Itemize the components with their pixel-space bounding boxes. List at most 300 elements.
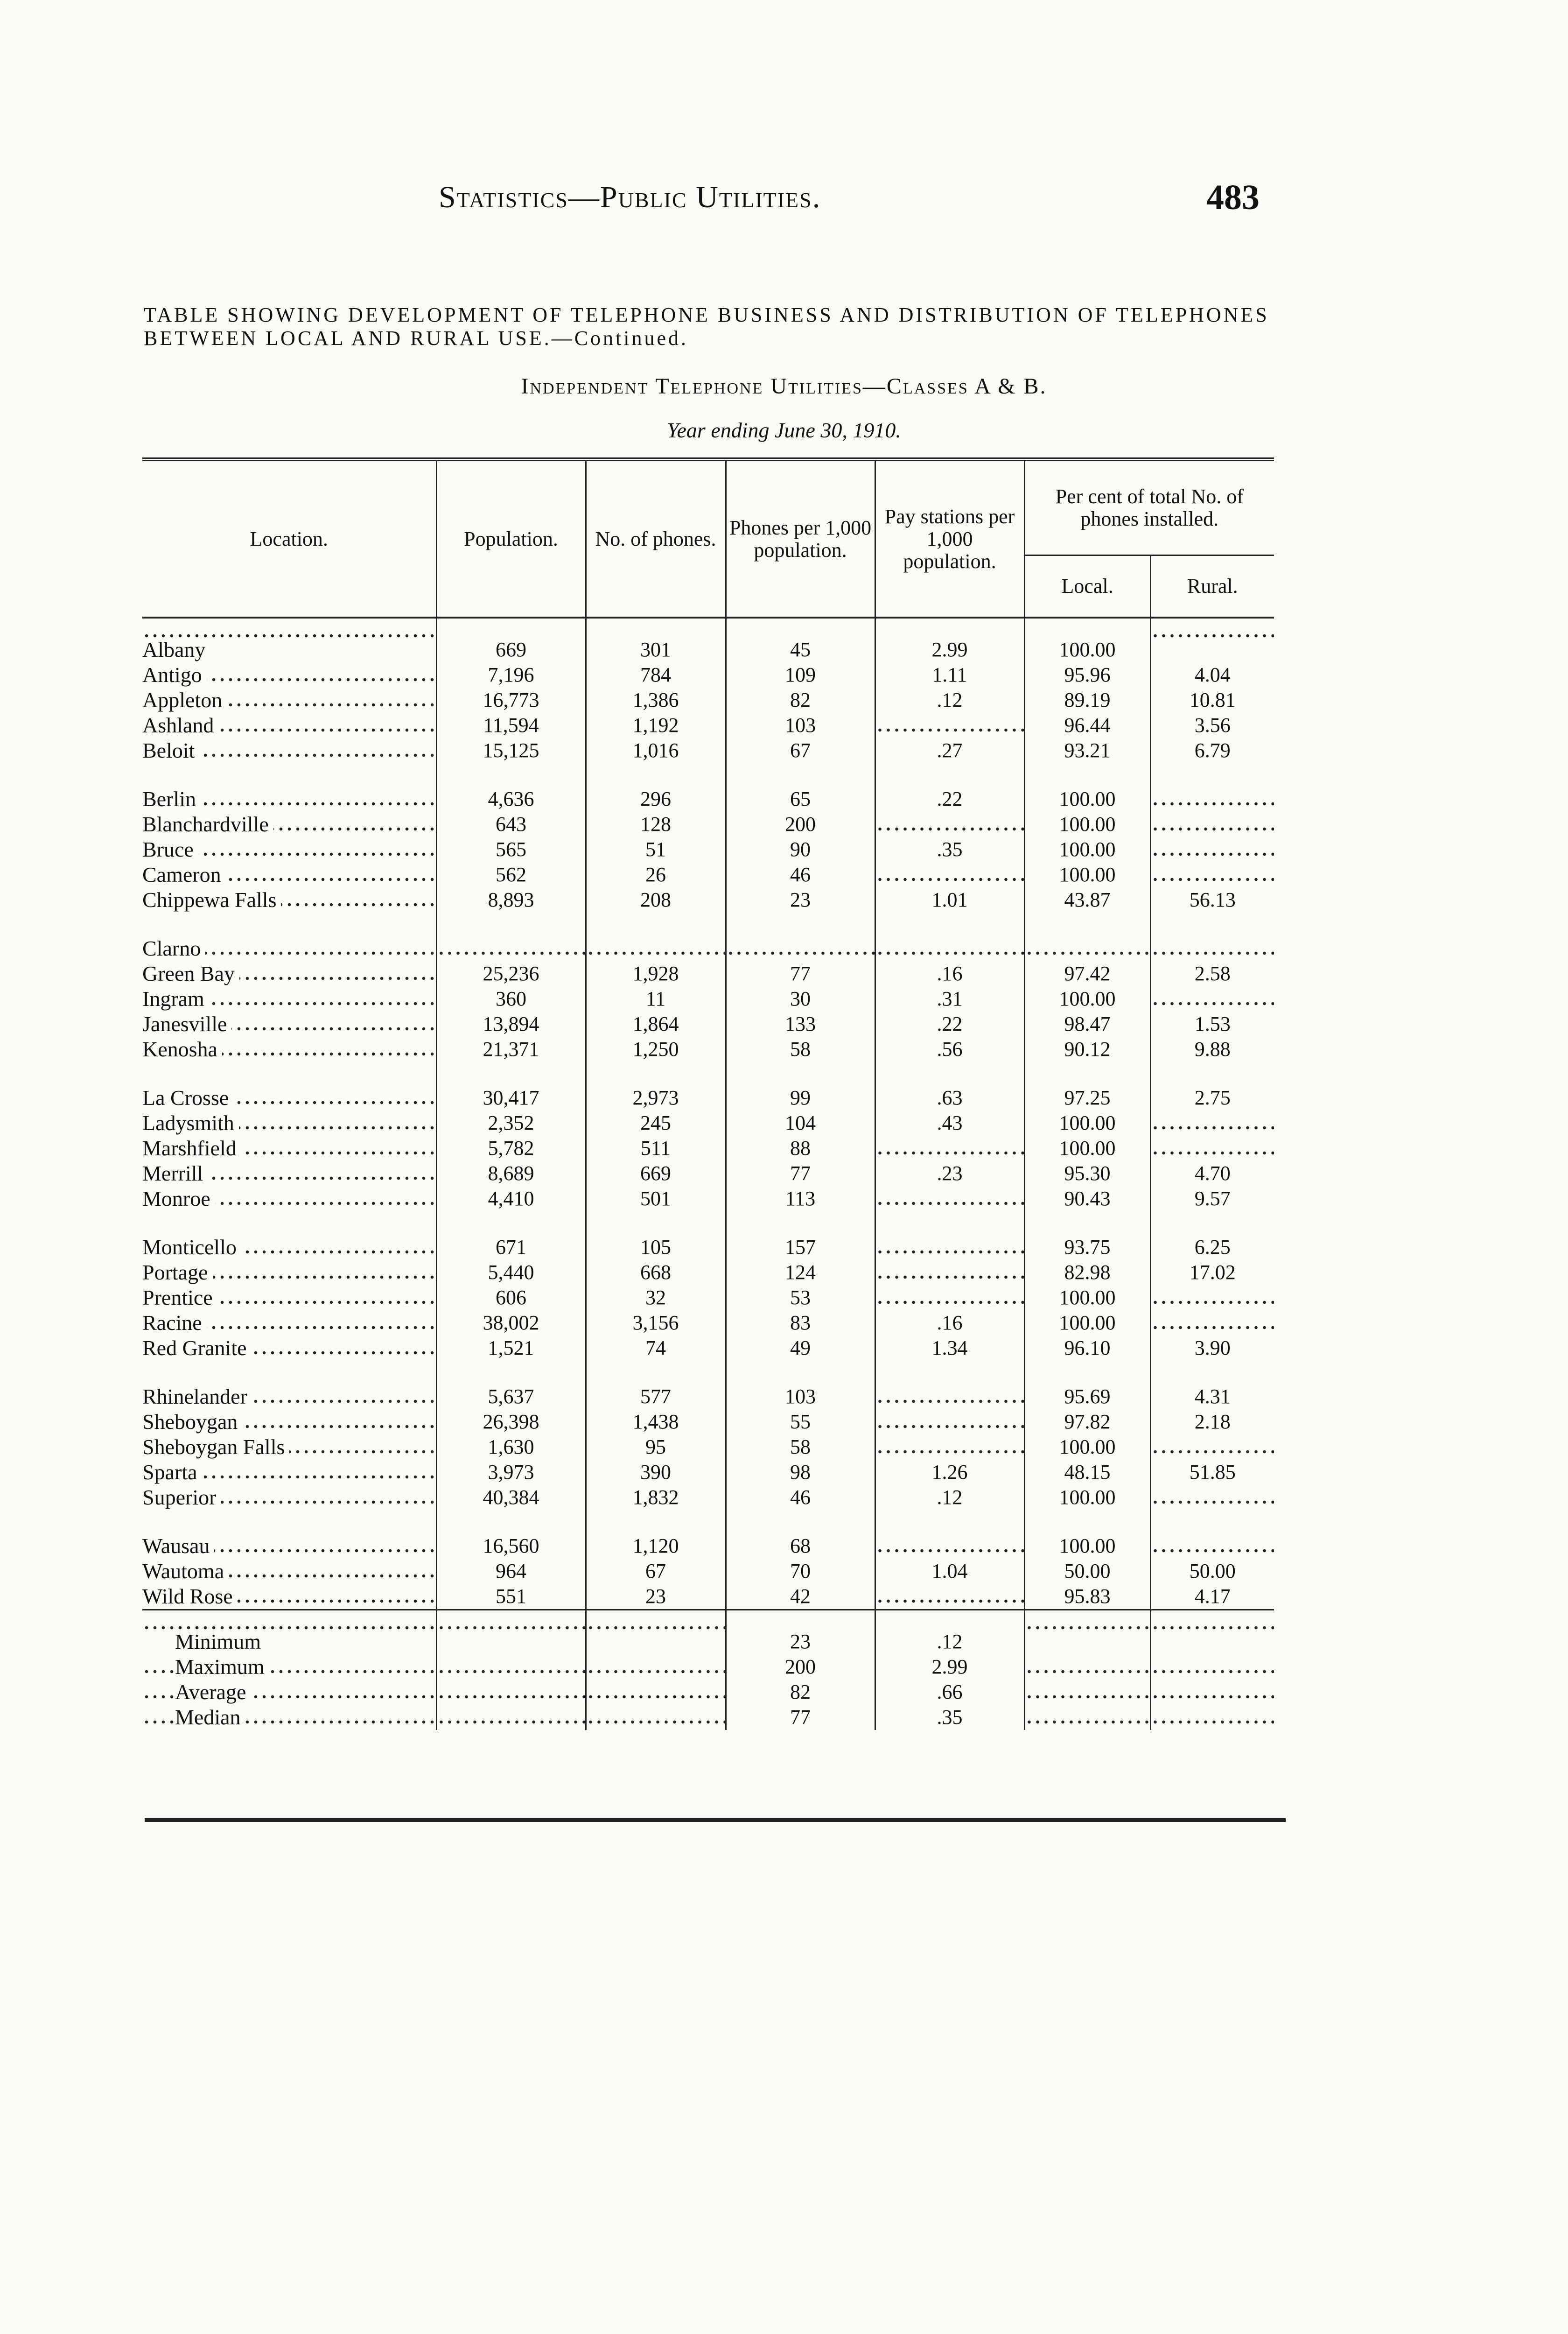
rural-percent-cell: 3.56 xyxy=(1150,713,1274,738)
rural-percent-cell xyxy=(1150,1310,1274,1336)
location-cell xyxy=(142,1186,436,1211)
phones-cell xyxy=(586,1705,726,1730)
population-cell xyxy=(436,1654,586,1680)
per-1000-cell: 45 xyxy=(726,618,875,662)
pay-stations-cell: .43 xyxy=(875,1111,1024,1136)
per-1000-cell: 200 xyxy=(726,812,875,837)
header-phones-per-1000: Phones per 1,000 population. xyxy=(726,459,875,618)
phones-cell: 1,120 xyxy=(586,1533,726,1559)
location-name: Ashland xyxy=(142,713,218,737)
location-name: Appleton xyxy=(142,688,227,712)
per-1000-cell: 55 xyxy=(726,1409,875,1434)
location-cell xyxy=(142,887,436,913)
population-cell: 26,398 xyxy=(436,1409,586,1434)
summary-label: Average xyxy=(175,1680,251,1704)
local-percent-cell: 89.19 xyxy=(1024,688,1150,713)
location-cell xyxy=(142,713,436,738)
pay-stations-cell: .35 xyxy=(875,1705,1024,1730)
location-name: Ingram xyxy=(142,987,209,1011)
local-percent-cell: 95.83 xyxy=(1024,1584,1150,1610)
table-row xyxy=(142,936,1274,961)
rural-percent-cell xyxy=(1150,618,1274,662)
table-row xyxy=(142,787,1274,812)
location-cell xyxy=(142,1136,436,1161)
pay-stations-cell: 1.04 xyxy=(875,1559,1024,1584)
per-1000-cell: 83 xyxy=(726,1310,875,1336)
table-row xyxy=(142,1285,1274,1310)
phones-cell: 208 xyxy=(586,887,726,913)
rural-percent-cell: 56.13 xyxy=(1150,887,1274,913)
rural-percent-cell: 6.25 xyxy=(1150,1235,1274,1260)
local-percent-cell: 100.00 xyxy=(1024,1434,1150,1460)
location-name: Chippewa Falls xyxy=(142,888,281,912)
pay-stations-cell: .35 xyxy=(875,837,1024,862)
phones-cell: 1,864 xyxy=(586,1012,726,1037)
location-cell xyxy=(142,1235,436,1260)
pay-stations-cell xyxy=(875,1186,1024,1211)
summary-row xyxy=(142,1654,1274,1680)
location-name: Beloit xyxy=(142,738,199,762)
rural-percent-cell xyxy=(1150,837,1274,862)
summary-label: Minimum xyxy=(175,1630,266,1653)
year-line: Year ending June 30, 1910. xyxy=(667,418,901,442)
local-percent-cell: 96.44 xyxy=(1024,713,1150,738)
phones-cell: 105 xyxy=(586,1235,726,1260)
pay-stations-cell: .12 xyxy=(875,1610,1024,1655)
population-cell xyxy=(436,1680,586,1705)
local-percent-cell: 93.21 xyxy=(1024,738,1150,763)
phones-cell: 668 xyxy=(586,1260,726,1285)
location-cell xyxy=(142,1012,436,1037)
population-cell: 8,689 xyxy=(436,1161,586,1186)
rural-percent-cell xyxy=(1150,1136,1274,1161)
per-1000-cell: 98 xyxy=(726,1460,875,1485)
phones-cell: 2,973 xyxy=(586,1085,726,1111)
table-row xyxy=(142,1037,1274,1062)
phones-cell: 67 xyxy=(586,1559,726,1584)
per-1000-cell: 77 xyxy=(726,961,875,986)
header-local: Local. xyxy=(1024,555,1150,618)
location-name: Sheboygan Falls xyxy=(142,1435,289,1459)
page-number: 483 xyxy=(1206,178,1260,217)
table-row xyxy=(142,862,1274,887)
per-1000-cell: 23 xyxy=(726,887,875,913)
pay-stations-cell xyxy=(875,862,1024,887)
local-percent-cell: 100.00 xyxy=(1024,787,1150,812)
pay-stations-cell xyxy=(875,1260,1024,1285)
population-cell: 5,782 xyxy=(436,1136,586,1161)
rural-percent-cell xyxy=(1150,1111,1274,1136)
table-row xyxy=(142,961,1274,986)
population-cell: 4,636 xyxy=(436,787,586,812)
table-row xyxy=(142,1409,1274,1434)
local-percent-cell: 43.87 xyxy=(1024,887,1150,913)
table-subtitle: Independent Telephone Utilities—Classes A & B. xyxy=(521,374,1047,399)
phones-cell: 390 xyxy=(586,1460,726,1485)
rural-percent-cell xyxy=(1150,862,1274,887)
summary-label-cell xyxy=(142,1705,436,1730)
table-row xyxy=(142,1584,1274,1610)
population-cell: 3,973 xyxy=(436,1460,586,1485)
per-1000-cell: 70 xyxy=(726,1559,875,1584)
per-1000-cell: 104 xyxy=(726,1111,875,1136)
per-1000-cell: 82 xyxy=(726,1680,875,1705)
location-name: Rhinelander xyxy=(142,1385,252,1408)
table-row xyxy=(142,1460,1274,1485)
per-1000-cell: 77 xyxy=(726,1705,875,1730)
table-row xyxy=(142,1485,1274,1510)
pay-stations-cell xyxy=(875,1533,1024,1559)
per-1000-cell: 58 xyxy=(726,1037,875,1062)
table-row xyxy=(142,713,1274,738)
per-1000-cell: 99 xyxy=(726,1085,875,1111)
phones-cell: 669 xyxy=(586,1161,726,1186)
phones-cell: 1,832 xyxy=(586,1485,726,1510)
rural-percent-cell xyxy=(1150,1485,1274,1510)
phones-cell xyxy=(586,1610,726,1655)
local-percent-cell: 98.47 xyxy=(1024,1012,1150,1037)
location-cell xyxy=(142,1460,436,1485)
phones-cell: 501 xyxy=(586,1186,726,1211)
rural-percent-cell: 4.70 xyxy=(1150,1161,1274,1186)
rural-percent-cell: 51.85 xyxy=(1150,1460,1274,1485)
header-location: Location. xyxy=(250,527,328,550)
pay-stations-cell: .27 xyxy=(875,738,1024,763)
rural-percent-cell xyxy=(1150,1680,1274,1705)
table-row xyxy=(142,1533,1274,1559)
location-name: Cameron xyxy=(142,863,226,886)
pay-stations-cell: 1.26 xyxy=(875,1460,1024,1485)
population-cell: 2,352 xyxy=(436,1111,586,1136)
pay-stations-cell xyxy=(875,713,1024,738)
per-1000-cell: 124 xyxy=(726,1260,875,1285)
location-name: Kenosha xyxy=(142,1037,222,1061)
location-name: Superior xyxy=(142,1485,221,1509)
per-1000-cell: 103 xyxy=(726,1384,875,1409)
rural-percent-cell: 17.02 xyxy=(1150,1260,1274,1285)
local-percent-cell xyxy=(1024,936,1150,961)
table-row xyxy=(142,1186,1274,1211)
per-1000-cell: 68 xyxy=(726,1533,875,1559)
local-percent-cell: 48.15 xyxy=(1024,1460,1150,1485)
population-cell: 5,637 xyxy=(436,1384,586,1409)
summary-row xyxy=(142,1705,1274,1730)
location-cell xyxy=(142,1161,436,1186)
location-name: Portage xyxy=(142,1260,213,1284)
running-head: Statistics—Public Utilities. xyxy=(439,180,821,214)
population-cell: 30,417 xyxy=(436,1085,586,1111)
location-name: Wausau xyxy=(142,1534,214,1558)
per-1000-cell: 90 xyxy=(726,837,875,862)
local-percent-cell: 100.00 xyxy=(1024,812,1150,837)
population-cell: 16,773 xyxy=(436,688,586,713)
location-cell xyxy=(142,1260,436,1285)
rural-percent-cell: 4.31 xyxy=(1150,1384,1274,1409)
pay-stations-cell xyxy=(875,1235,1024,1260)
table-row xyxy=(142,618,1274,662)
population-cell: 964 xyxy=(436,1559,586,1584)
location-cell xyxy=(142,1111,436,1136)
pay-stations-cell xyxy=(875,1434,1024,1460)
rural-percent-cell: 4.17 xyxy=(1150,1584,1274,1610)
table-row xyxy=(142,887,1274,913)
pay-stations-cell xyxy=(875,1285,1024,1310)
phones-cell xyxy=(586,1680,726,1705)
pay-stations-cell: .16 xyxy=(875,1310,1024,1336)
rural-percent-cell: 2.75 xyxy=(1150,1085,1274,1111)
local-percent-cell: 100.00 xyxy=(1024,986,1150,1012)
location-name: Marshfield xyxy=(142,1136,241,1160)
pay-stations-cell: 1.34 xyxy=(875,1336,1024,1361)
summary-row xyxy=(142,1610,1274,1655)
phones-cell: 784 xyxy=(586,662,726,688)
table-row xyxy=(142,1111,1274,1136)
phones-cell: 26 xyxy=(586,862,726,887)
local-percent-cell: 90.43 xyxy=(1024,1186,1150,1211)
pay-stations-cell: .22 xyxy=(875,1012,1024,1037)
location-cell xyxy=(142,1485,436,1510)
per-1000-cell: 103 xyxy=(726,713,875,738)
rural-percent-cell: 3.90 xyxy=(1150,1336,1274,1361)
table-row xyxy=(142,1310,1274,1336)
population-cell: 360 xyxy=(436,986,586,1012)
location-cell xyxy=(142,1285,436,1310)
local-percent-cell: 100.00 xyxy=(1024,618,1150,662)
local-percent-cell: 97.42 xyxy=(1024,961,1150,986)
local-percent-cell: 97.25 xyxy=(1024,1085,1150,1111)
phones-cell xyxy=(586,1654,726,1680)
per-1000-cell: 53 xyxy=(726,1285,875,1310)
table-row xyxy=(142,986,1274,1012)
phones-cell: 74 xyxy=(586,1336,726,1361)
per-1000-cell: 67 xyxy=(726,738,875,763)
phones-cell: 128 xyxy=(586,812,726,837)
population-cell xyxy=(436,936,586,961)
population-cell: 562 xyxy=(436,862,586,887)
rural-percent-cell xyxy=(1150,1434,1274,1460)
per-1000-cell: 58 xyxy=(726,1434,875,1460)
header-percent-total: Per cent of total No. of phones installed. xyxy=(1024,459,1274,555)
table-row xyxy=(142,1434,1274,1460)
rural-percent-cell xyxy=(1150,812,1274,837)
phones-cell: 296 xyxy=(586,787,726,812)
phones-cell: 32 xyxy=(586,1285,726,1310)
local-percent-cell: 93.75 xyxy=(1024,1235,1150,1260)
phones-cell: 245 xyxy=(586,1111,726,1136)
rural-percent-cell xyxy=(1150,1654,1274,1680)
table-row xyxy=(142,662,1274,688)
per-1000-cell: 46 xyxy=(726,1485,875,1510)
population-cell: 4,410 xyxy=(436,1186,586,1211)
per-1000-cell: 88 xyxy=(726,1136,875,1161)
pay-stations-cell: .63 xyxy=(875,1085,1024,1111)
pay-stations-cell xyxy=(875,936,1024,961)
pay-stations-cell: .22 xyxy=(875,787,1024,812)
rural-percent-cell: 10.81 xyxy=(1150,688,1274,713)
location-cell xyxy=(142,961,436,986)
location-name: Red Granite xyxy=(142,1336,252,1360)
table-header xyxy=(142,459,1274,618)
table-row xyxy=(142,1012,1274,1037)
location-cell xyxy=(142,837,436,862)
location-cell xyxy=(142,1559,436,1584)
population-cell: 643 xyxy=(436,812,586,837)
header-pay-stations: Pay stations per 1,000 population. xyxy=(875,459,1024,618)
local-percent-cell: 82.98 xyxy=(1024,1260,1150,1285)
location-name: Wild Rose xyxy=(142,1584,238,1608)
location-name: Albany xyxy=(142,638,210,661)
per-1000-cell: 113 xyxy=(726,1186,875,1211)
per-1000-cell: 65 xyxy=(726,787,875,812)
location-cell xyxy=(142,1310,436,1336)
location-name: Sparta xyxy=(142,1460,202,1484)
local-percent-cell xyxy=(1024,1610,1150,1655)
table-row xyxy=(142,1384,1274,1409)
table-row xyxy=(142,837,1274,862)
table-body xyxy=(142,618,1274,1610)
pay-stations-cell: 2.99 xyxy=(875,618,1024,662)
phones-cell: 3,156 xyxy=(586,1310,726,1336)
pay-stations-cell: 2.99 xyxy=(875,1654,1024,1680)
pay-stations-cell: .56 xyxy=(875,1037,1024,1062)
location-cell xyxy=(142,986,436,1012)
location-name: La Crosse xyxy=(142,1086,233,1110)
table-row xyxy=(142,1559,1274,1584)
phones-cell: 1,250 xyxy=(586,1037,726,1062)
local-percent-cell: 95.30 xyxy=(1024,1161,1150,1186)
population-cell: 13,894 xyxy=(436,1012,586,1037)
per-1000-cell: 82 xyxy=(726,688,875,713)
population-cell: 16,560 xyxy=(436,1533,586,1559)
location-name: Green Bay xyxy=(142,962,239,985)
table-row xyxy=(142,1136,1274,1161)
summary-row xyxy=(142,1680,1274,1705)
summary-label-cell xyxy=(142,1680,436,1705)
location-cell xyxy=(142,862,436,887)
location-cell xyxy=(142,1584,436,1610)
summary-label-cell xyxy=(142,1610,436,1655)
location-name: Clarno xyxy=(142,936,205,960)
location-cell xyxy=(142,1037,436,1062)
location-cell xyxy=(142,1336,436,1361)
pay-stations-cell: .31 xyxy=(875,986,1024,1012)
pay-stations-cell: .23 xyxy=(875,1161,1024,1186)
group-spacer xyxy=(142,1510,1274,1533)
summary-label-cell xyxy=(142,1654,436,1680)
phones-cell: 1,386 xyxy=(586,688,726,713)
local-percent-cell: 96.10 xyxy=(1024,1336,1150,1361)
group-spacer xyxy=(142,1211,1274,1235)
location-cell xyxy=(142,1409,436,1434)
location-name: Prentice xyxy=(142,1286,217,1309)
per-1000-cell: 77 xyxy=(726,1161,875,1186)
location-cell xyxy=(142,1085,436,1111)
local-percent-cell: 95.69 xyxy=(1024,1384,1150,1409)
local-percent-cell: 100.00 xyxy=(1024,1485,1150,1510)
per-1000-cell: 46 xyxy=(726,862,875,887)
population-cell: 40,384 xyxy=(436,1485,586,1510)
group-spacer xyxy=(142,913,1274,936)
location-name: Janesville xyxy=(142,1012,231,1036)
rural-percent-cell xyxy=(1150,936,1274,961)
rural-percent-cell xyxy=(1150,1285,1274,1310)
pay-stations-cell: .12 xyxy=(875,688,1024,713)
pay-stations-cell: .12 xyxy=(875,1485,1024,1510)
phones-cell: 95 xyxy=(586,1434,726,1460)
per-1000-cell: 200 xyxy=(726,1654,875,1680)
rural-percent-cell xyxy=(1150,986,1274,1012)
rural-percent-cell: 9.88 xyxy=(1150,1037,1274,1062)
location-name: Berlin xyxy=(142,787,201,811)
population-cell: 7,196 xyxy=(436,662,586,688)
local-percent-cell: 100.00 xyxy=(1024,1136,1150,1161)
phones-cell: 11 xyxy=(586,986,726,1012)
population-cell: 5,440 xyxy=(436,1260,586,1285)
rural-percent-cell: 2.18 xyxy=(1150,1409,1274,1434)
rural-percent-cell xyxy=(1150,1533,1274,1559)
local-percent-cell: 100.00 xyxy=(1024,1533,1150,1559)
population-cell xyxy=(436,1610,586,1655)
location-name: Antigo xyxy=(142,663,207,687)
population-cell: 8,893 xyxy=(436,887,586,913)
pay-stations-cell: .66 xyxy=(875,1680,1024,1705)
per-1000-cell: 23 xyxy=(726,1610,875,1655)
population-cell: 671 xyxy=(436,1235,586,1260)
pay-stations-cell xyxy=(875,1584,1024,1610)
table-row xyxy=(142,1235,1274,1260)
location-name: Ladysmith xyxy=(142,1111,239,1135)
local-percent-cell: 50.00 xyxy=(1024,1559,1150,1584)
location-name: Wautoma xyxy=(142,1559,229,1583)
population-cell: 25,236 xyxy=(436,961,586,986)
local-percent-cell: 97.82 xyxy=(1024,1409,1150,1434)
header-population: Population. xyxy=(436,459,586,618)
table-row xyxy=(142,1085,1274,1111)
header-phones: No. of phones. xyxy=(586,459,726,618)
location-name: Blanchardville xyxy=(142,812,273,836)
local-percent-cell: 90.12 xyxy=(1024,1037,1150,1062)
rural-percent-cell: 4.04 xyxy=(1150,662,1274,688)
table-row xyxy=(142,738,1274,763)
location-cell xyxy=(142,812,436,837)
per-1000-cell: 42 xyxy=(726,1584,875,1610)
local-percent-cell: 100.00 xyxy=(1024,1111,1150,1136)
phones-cell: 23 xyxy=(586,1584,726,1610)
location-cell xyxy=(142,688,436,713)
location-name: Monroe xyxy=(142,1187,215,1210)
table-summary xyxy=(142,1610,1274,1730)
local-percent-cell: 100.00 xyxy=(1024,862,1150,887)
table-row xyxy=(142,1161,1274,1186)
location-name: Merrill xyxy=(142,1161,208,1185)
summary-label: Median xyxy=(175,1705,245,1729)
location-cell xyxy=(142,787,436,812)
phones-cell xyxy=(586,936,726,961)
local-percent-cell xyxy=(1024,1680,1150,1705)
local-percent-cell: 95.96 xyxy=(1024,662,1150,688)
pay-stations-cell: 1.01 xyxy=(875,887,1024,913)
per-1000-cell: 49 xyxy=(726,1336,875,1361)
rural-percent-cell: 6.79 xyxy=(1150,738,1274,763)
phones-cell: 1,016 xyxy=(586,738,726,763)
population-cell: 669 xyxy=(436,618,586,662)
local-percent-cell xyxy=(1024,1654,1150,1680)
population-cell: 38,002 xyxy=(436,1310,586,1336)
phones-cell: 511 xyxy=(586,1136,726,1161)
population-cell: 1,630 xyxy=(436,1434,586,1460)
location-cell xyxy=(142,936,436,961)
group-spacer xyxy=(142,1062,1274,1085)
